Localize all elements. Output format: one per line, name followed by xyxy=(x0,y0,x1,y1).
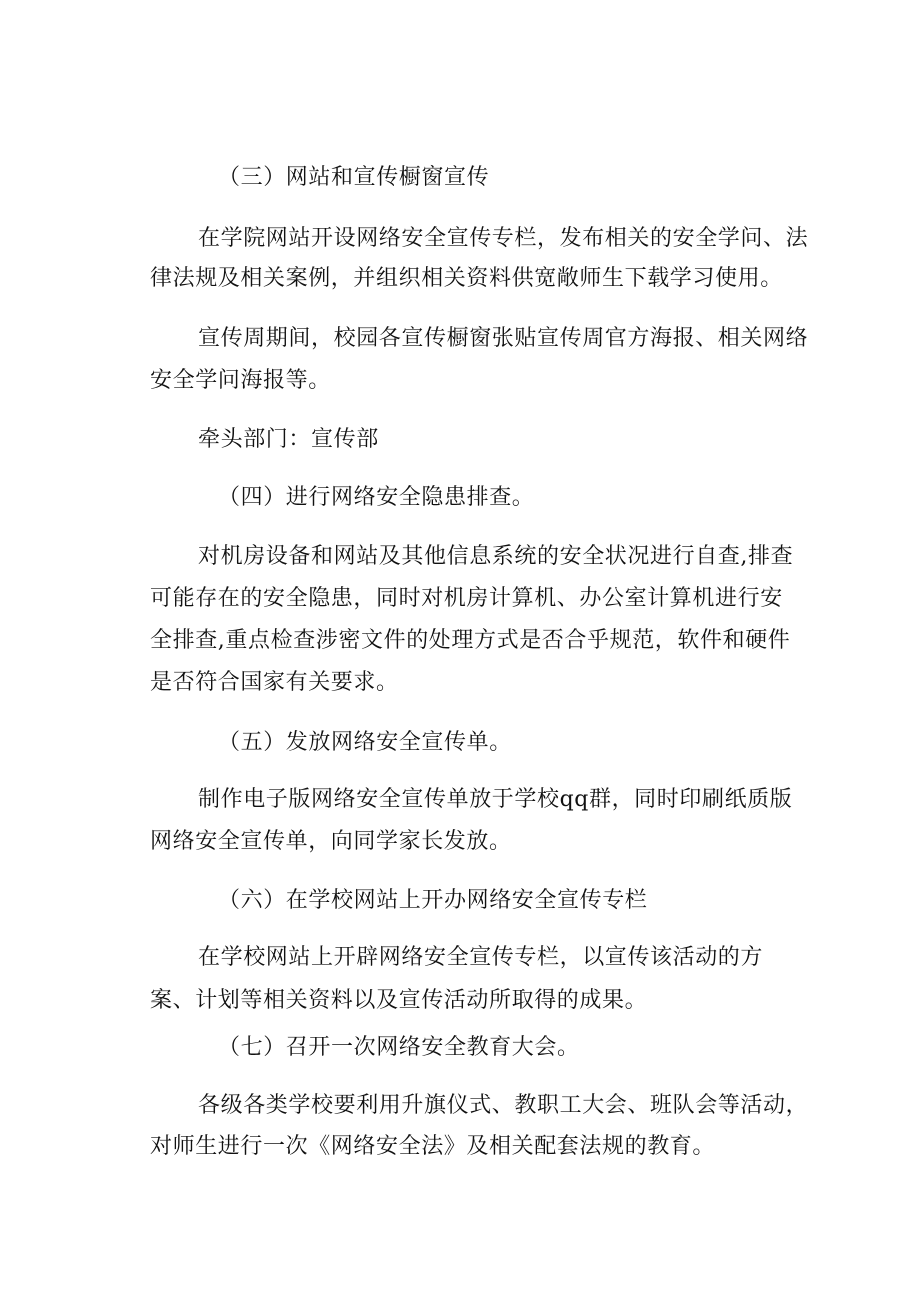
paragraph-line: 安全学问海报等。 xyxy=(150,368,331,393)
paragraph-line: 可能存在的安全隐患，同时对机房计算机、办公室计算机进行安 xyxy=(150,586,783,611)
paragraph-line: 对机房设备和网站及其他信息系统的安全状况进行自查,排查 xyxy=(198,544,794,569)
heading-section-6: （六）在学校网站上开办网络安全宣传专栏 xyxy=(218,888,648,913)
paragraph-line: 案、计划等相关资料以及宣传活动所取得的成果。 xyxy=(150,988,648,1013)
paragraph-line: 制作电子版网络安全宣传单放于学校qq群，同时印刷纸质版 xyxy=(198,787,793,812)
heading-section-3: （三）网站和宣传橱窗宣传 xyxy=(218,165,490,190)
paragraph-line: 宣传周期间，校园各宣传橱窗张贴宣传周官方海报、相关网络 xyxy=(198,326,809,351)
paragraph-line: 各级各类学校要利用升旗仪式、教职工大会、班队会等活动， xyxy=(198,1093,809,1118)
paragraph-line: 全排查,重点检查涉密文件的处理方式是否合乎规范，软件和硬件 xyxy=(150,628,791,653)
heading-section-5: （五）发放网络安全宣传单。 xyxy=(218,730,512,755)
heading-section-7: （七）召开一次网络安全教育大会。 xyxy=(218,1035,580,1060)
paragraph-line: 对师生进行一次《网络安全法》及相关配套法规的教育。 xyxy=(150,1134,716,1159)
paragraph-line: 在学院网站开设网络安全宣传专栏，发布相关的安全学问、法 xyxy=(198,226,809,251)
paragraph-line: 牵头部门：宣传部 xyxy=(198,427,379,452)
paragraph-line: 网络安全宣传单，向同学家长发放。 xyxy=(150,829,512,854)
heading-section-4: （四）进行网络安全隐患排查。 xyxy=(218,485,535,510)
paragraph-line: 律法规及相关案例，并组织相关资料供宽敞师生下载学习使用。 xyxy=(150,266,783,291)
paragraph-line: 在学校网站上开辟网络安全宣传专栏，以宣传该活动的方 xyxy=(198,945,764,970)
paragraph-line: 是否符合国家有关要求。 xyxy=(150,670,399,695)
